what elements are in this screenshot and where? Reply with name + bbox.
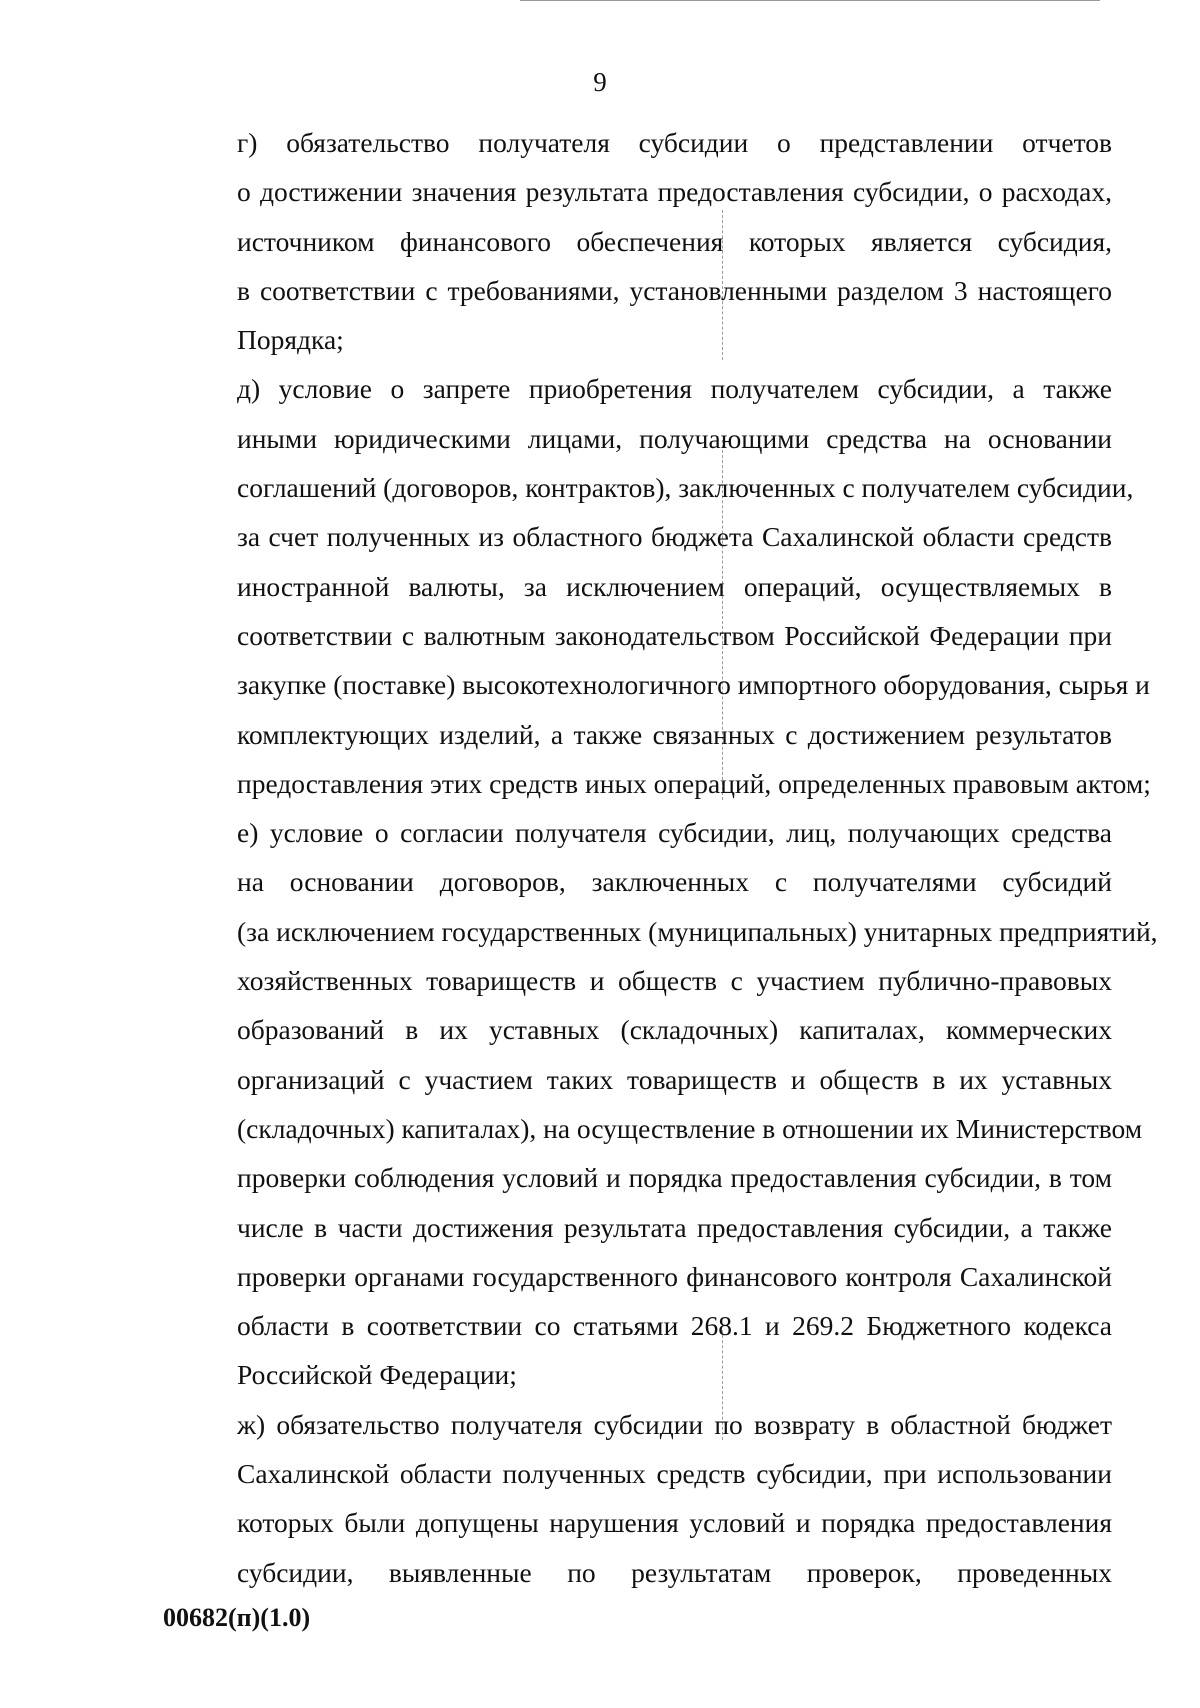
text-line: субсидии, выявленные по результатам проверок, проведенных (237, 1556, 1112, 1588)
scan-top-edge (520, 0, 1100, 1)
text-line: закупке (поставке) высокотехнологичного импортного оборудования, сырья и (237, 669, 1150, 701)
text-line: образований в их уставных (складочных) капиталах, коммерческих (237, 1014, 1112, 1046)
text-line: области в соответствии со статьями 268.1 и 269.2 Бюджетного кодекса (237, 1310, 1112, 1342)
document-code: 00682(п)(1.0) (163, 1603, 311, 1632)
text-line: за счет полученных из областного бюджета Сахалинской области средств (237, 521, 1112, 553)
text-line: Порядка; (237, 324, 344, 356)
text-line: проверки органами государственного финансового контроля Сахалинской (237, 1260, 1112, 1292)
text-line: числе в части достижения результата предоставления субсидии, а также (237, 1211, 1112, 1243)
paragraph-d (160, 364, 1151, 808)
text-line: ж) обязательство получателя субсидии по возврату в областной бюджет (237, 1408, 1112, 1440)
text-line: предоставления этих средств иных операций, определенных правовым актом; (237, 767, 1151, 799)
text-line: соответствии с валютным законодательством Российской Федерации при (237, 619, 1112, 651)
text-line: иными юридическими лицами, получающими средства на основании (237, 422, 1112, 454)
paragraph-g (160, 118, 1112, 364)
text-line: д) условие о запрете приобретения получателем субсидии, а также (237, 373, 1112, 405)
text-line: на основании договоров, заключенных с получателями субсидий (237, 866, 1112, 898)
text-line: организаций с участием таких товариществ и обществ в их уставных (237, 1063, 1112, 1095)
text-line: г) обязательство получателя субсидии о представлении отчетов (237, 127, 1112, 158)
text-line: о достижении значения результата предоставления субсидии, о расходах, (237, 176, 1112, 208)
paragraph-zh (160, 1400, 1112, 1597)
text-line: проверки соблюдения условий и порядка предоставления субсидии, в том (237, 1162, 1112, 1194)
text-line: в соответствии с требованиями, установленными разделом 3 настоящего (237, 274, 1112, 306)
text-line: Сахалинской области полученных средств субсидии, при использовании (237, 1458, 1112, 1490)
text-line: соглашений (договоров, контрактов), заключенных с получателем субсидии, (237, 472, 1134, 504)
text-line: которых были допущены нарушения условий и порядка предоставления (237, 1507, 1112, 1539)
text-line: иностранной валюты, за исключением операций, осуществляемых в (237, 570, 1112, 602)
document-body (160, 118, 1158, 1597)
text-line: источником финансового обеспечения которых является субсидия, (237, 225, 1112, 257)
text-line: е) условие о согласии получателя субсидии, лиц, получающих средства (237, 817, 1112, 849)
text-line: (за исключением государственных (муниципальных) унитарных предприятий, (237, 915, 1158, 947)
text-line: Российской Федерации; (237, 1359, 517, 1391)
text-line: хозяйственных товариществ и обществ с участием публично-правовых (237, 965, 1112, 997)
text-line: (складочных) капиталах), на осуществление в отношении их Министерством (237, 1112, 1143, 1144)
page-number: 9 (593, 67, 607, 97)
paragraph-e (160, 808, 1158, 1400)
text-line: комплектующих изделий, а также связанных с достижением результатов (237, 718, 1112, 750)
